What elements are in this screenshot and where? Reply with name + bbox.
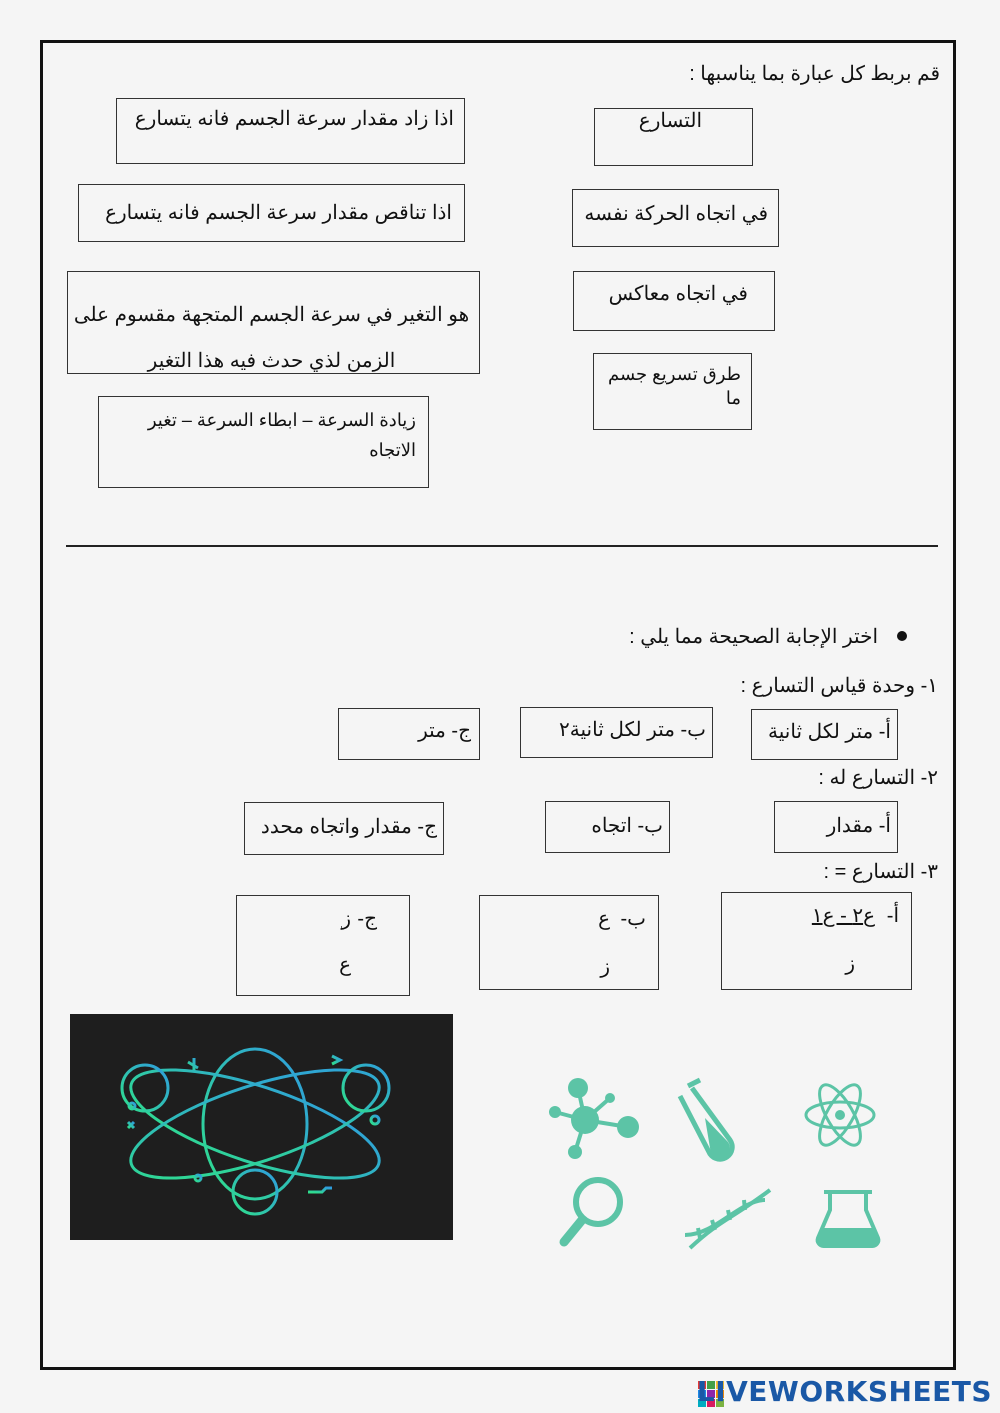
q3-option-b-prefix: ب- xyxy=(620,908,646,930)
q1-option-b[interactable] xyxy=(520,707,713,758)
q2-option-c-label: ج- مقدار واتجاه محدد xyxy=(260,816,437,838)
right-match-box-4[interactable] xyxy=(593,353,752,430)
liveworksheets-brand[interactable]: LIVEWORKSHEETS xyxy=(696,1375,992,1408)
q3-option-a-denominator: ز xyxy=(845,953,855,975)
q3-option-b[interactable] xyxy=(479,895,659,990)
q2-option-b-label: ب- اتجاه xyxy=(591,815,663,837)
q2-option-a-label: أ- مقدار xyxy=(826,815,891,837)
q1-option-b-label: ب- متر لكل ثانية٢ xyxy=(559,719,706,741)
q3-text: ٣- التسارع = : xyxy=(823,861,938,883)
q2-option-c[interactable] xyxy=(244,802,444,855)
section-divider xyxy=(66,545,938,547)
q1-option-a-label: أ- متر لكل ثانية xyxy=(768,721,891,743)
right-match-box-1[interactable] xyxy=(594,108,753,166)
section2-title: اختر الإجابة الصحيحة مما يلي : xyxy=(629,626,878,648)
test-tube-icon xyxy=(680,1080,732,1159)
science-icons xyxy=(540,1070,900,1260)
q3-option-b-denominator: ز xyxy=(600,956,610,978)
right-match-text-3: في اتجاه معاكس xyxy=(608,283,748,305)
dna-icon xyxy=(685,1190,770,1248)
right-match-text-4: طرق تسريع جسم ما xyxy=(608,364,741,408)
q3-option-a[interactable] xyxy=(721,892,912,990)
left-match-box-1[interactable] xyxy=(116,98,465,164)
left-match-box-3[interactable] xyxy=(67,271,480,374)
bullet-icon xyxy=(897,631,907,641)
right-match-box-3[interactable] xyxy=(573,271,775,331)
q2-option-b[interactable] xyxy=(545,801,670,853)
q3-option-c-numerator: ز xyxy=(341,908,351,930)
magnifier-icon xyxy=(564,1180,620,1242)
left-match-box-4[interactable] xyxy=(98,396,429,488)
q3-option-c-prefix: ج- xyxy=(357,908,377,930)
section1-title: قم بربط كل عبارة بما يناسبها : xyxy=(689,63,940,85)
q3-option-b-numerator: ع xyxy=(598,908,610,930)
right-match-box-2[interactable] xyxy=(572,189,779,247)
atom-sticker-icon xyxy=(70,1014,453,1240)
left-match-text-2: اذا تناقص مقدار سرعة الجسم فانه يتسارع xyxy=(105,202,452,224)
q1-text: ١- وحدة قياس التسارع : xyxy=(740,675,938,697)
left-match-text-3: هو التغير في سرعة الجسم المتجهة مقسوم على الزمن لذي حدث فيه هذا التغير xyxy=(73,304,470,372)
q1-option-c[interactable] xyxy=(338,708,480,760)
q3-option-a-numerator: ع٢ - ع١ xyxy=(811,905,875,927)
molecule-icon xyxy=(549,1078,639,1159)
q2-text: ٢- التسارع له : xyxy=(818,767,938,789)
q1-option-a[interactable] xyxy=(751,709,898,760)
atom-icon xyxy=(806,1079,874,1151)
flask-icon xyxy=(818,1192,879,1246)
q3-option-c[interactable] xyxy=(236,895,410,996)
q3-option-a-prefix: أ- xyxy=(886,905,899,927)
q1-option-c-label: ج- متر xyxy=(418,720,471,742)
left-match-box-2[interactable] xyxy=(78,184,465,242)
q3-option-c-denominator: ع xyxy=(339,954,351,976)
right-match-text-1: التسارع xyxy=(638,110,702,132)
right-match-text-2: في اتجاه الحركة نفسه xyxy=(584,203,768,225)
q2-option-a[interactable] xyxy=(774,801,898,853)
left-match-text-4: زيادة السرعة – ابطاء السرعة – تغير الاتجاه xyxy=(147,410,416,460)
left-match-text-1: اذا زاد مقدار سرعة الجسم فانه يتسارع xyxy=(134,108,454,130)
